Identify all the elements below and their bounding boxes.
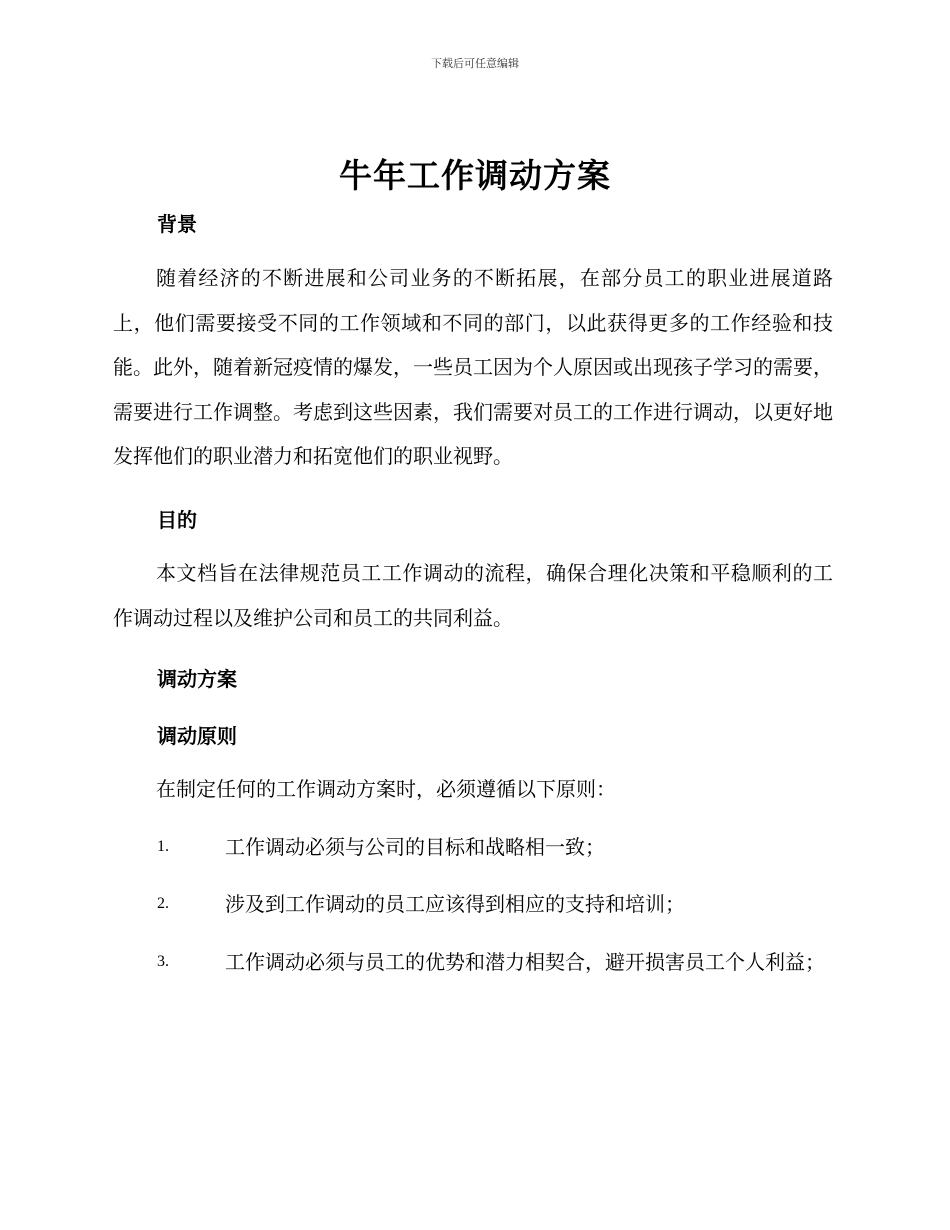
heading-background: 背景	[157, 212, 197, 236]
list-item-number: 2.	[157, 895, 169, 912]
list-item-text: 工作调动必须与公司的目标和战略相一致；	[225, 835, 605, 859]
list-item-number: 3.	[157, 953, 169, 970]
header-note: 下载后可任意编辑	[431, 57, 519, 70]
list-item	[113, 940, 833, 985]
paragraph-background: 随着经济的不断进展和公司业务的不断拓展，在部分员工的职业进展道路上，他们需要接受不同的工作领域和不同的部门，以此获得更多的工作经验和技能。此外，随着新冠疫情的爆发，一些员工因为个人原因或出现孩子学习的需要，需要进行工作调整。考虑到这些因素，我们需要对员工的工作进行调动，以更好地发挥他们的职业潜力和拓宽他们的职业视野。	[113, 266, 833, 468]
document-title: 牛年工作调动方案	[339, 156, 611, 195]
paragraph-principles-intro: 在制定任何的工作调动方案时，必须遵循以下原则：	[156, 777, 616, 801]
list-item-text: 工作调动必须与员工的优势和潜力相契合，避开损害员工个人利益；	[225, 950, 825, 974]
list-item-number: 1.	[157, 838, 169, 855]
paragraph-purpose: 本文档旨在法律规范员工工作调动的流程，确保合理化决策和平稳顺利的工作调动过程以及维护公司和员工的共同利益。	[113, 561, 833, 630]
heading-plan: 调动方案	[157, 667, 237, 691]
heading-principles: 调动原则	[157, 724, 237, 748]
list-item-text: 涉及到工作调动的员工应该得到相应的支持和培训；	[225, 892, 685, 916]
list-item	[113, 882, 833, 927]
heading-purpose: 目的	[157, 508, 197, 532]
list-item	[113, 825, 833, 870]
